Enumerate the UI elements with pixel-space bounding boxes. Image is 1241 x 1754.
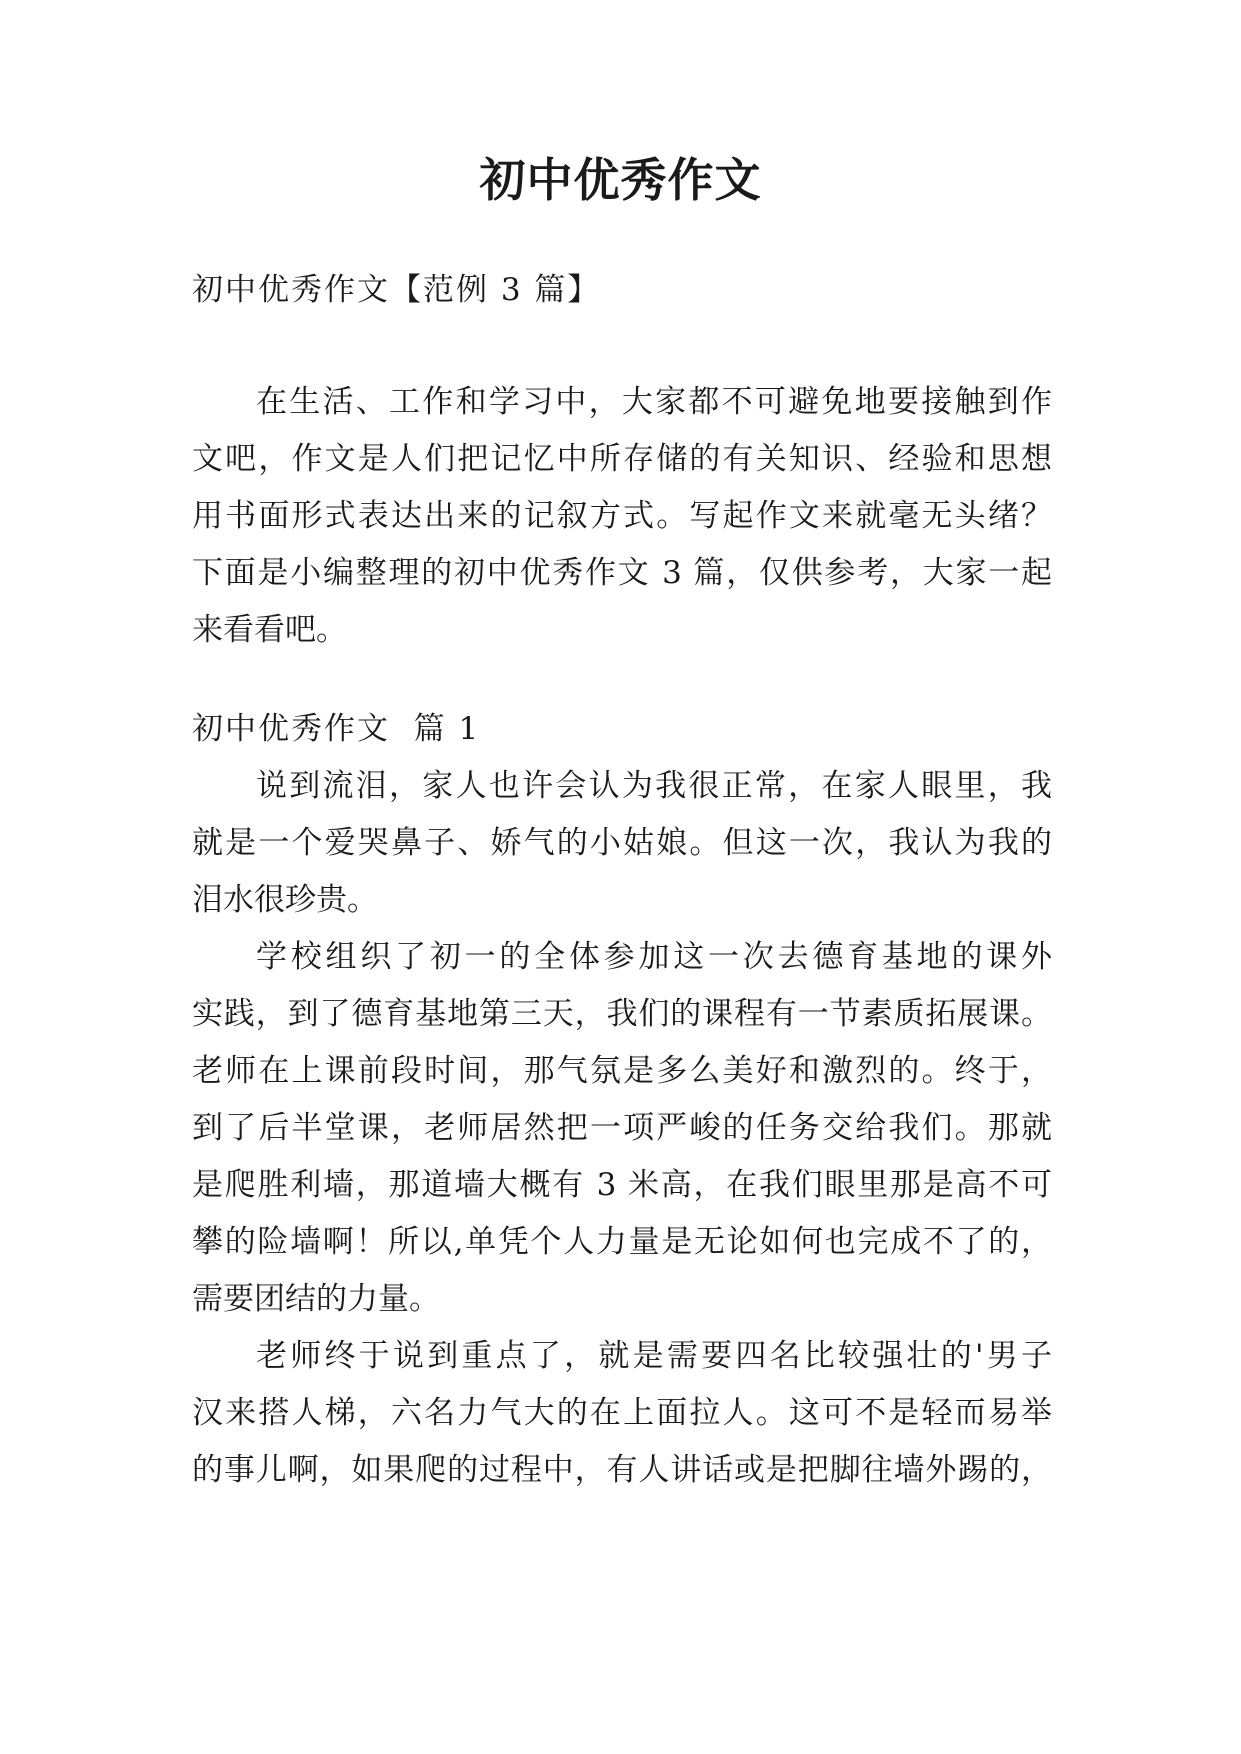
intro-line: 文吧，作文是人们把记忆中所存储的有关知识、经验和思想 — [192, 441, 1052, 477]
paragraph-line: 实践，到了德育基地第三天，我们的课程有一节素质拓展课。 — [192, 996, 1052, 1032]
document-title: 初中优秀作文 — [479, 153, 762, 207]
paragraph-line: 攀的险墙啊！所以,单凭个人力量是无论如何也完成不了的， — [192, 1224, 1052, 1260]
paragraph-line: 到了后半堂课，老师居然把一项严峻的任务交给我们。那就 — [192, 1110, 1052, 1146]
paragraph-line: 说到流泪，家人也许会认为我很正常，在家人眼里，我 — [256, 768, 1052, 804]
paragraph-line: 就是一个爱哭鼻子、娇气的小姑娘。但这一次，我认为我的 — [192, 825, 1052, 861]
intro-line: 用书面形式表达出来的记叙方式。写起作文来就毫无头绪？ — [192, 498, 1052, 534]
paragraph-3 — [192, 1328, 1052, 1499]
paragraph-line: 汉来搭人梯，六名力气大的在上面拉人。这可不是轻而易举 — [192, 1395, 1052, 1431]
section-heading: 初中优秀作文 篇 1 — [192, 711, 481, 747]
paragraph-2 — [192, 929, 1052, 1328]
intro-paragraph — [192, 374, 1052, 659]
paragraph-line: 老师终于说到重点了，就是需要四名比较强壮的'男子 — [256, 1338, 1052, 1374]
intro-line: 在生活、工作和学习中，大家都不可避免地要接触到作 — [256, 384, 1052, 420]
document-body — [192, 262, 1052, 1499]
paragraph-line: 老师在上课前段时间，那气氛是多么美好和激烈的。终于， — [192, 1053, 1052, 1089]
paragraph-line: 泪水很珍贵。 — [192, 882, 378, 918]
paragraph-line: 需要团结的力量。 — [192, 1281, 440, 1317]
document-subtitle: 初中优秀作文【范例 3 篇】 — [192, 272, 601, 308]
paragraph-line: 学校组织了初一的全体参加这一次去德育基地的课外 — [256, 939, 1052, 975]
paragraph-line: 是爬胜利墙，那道墙大概有 3 米高，在我们眼里那是高不可 — [192, 1167, 1052, 1203]
intro-line: 来看看吧。 — [192, 612, 347, 648]
paragraph-1 — [192, 758, 1052, 929]
intro-line: 下面是小编整理的初中优秀作文 3 篇，仅供参考，大家一起 — [192, 555, 1052, 591]
paragraph-line: 的事儿啊，如果爬的过程中，有人讲话或是把脚往墙外踢的， — [192, 1452, 1052, 1488]
